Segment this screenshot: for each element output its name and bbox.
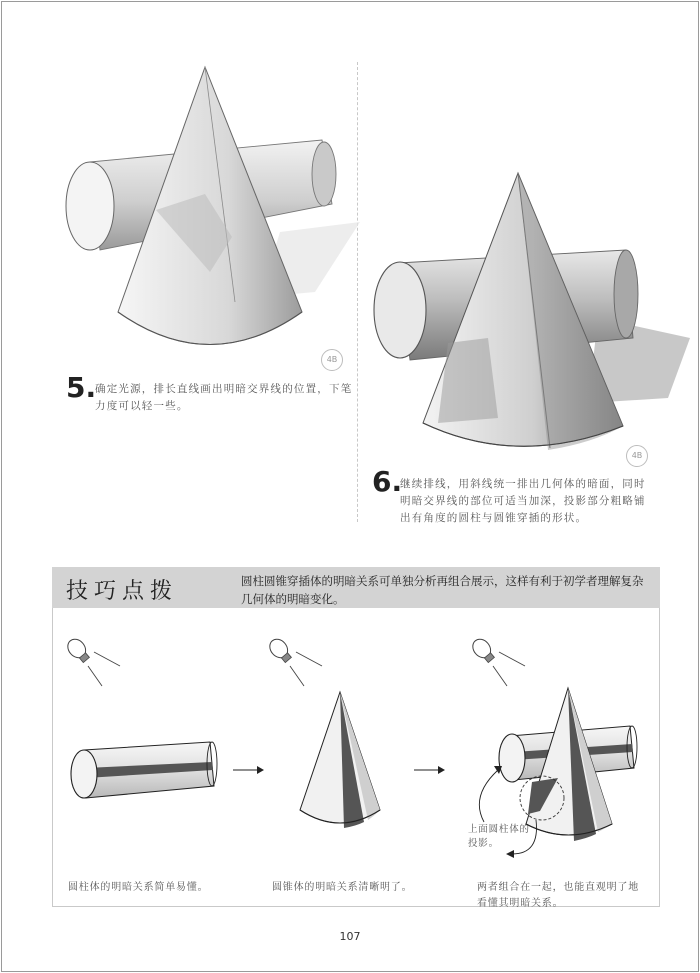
arrow-right-icon [233, 760, 265, 779]
lightbulb-icon [64, 636, 124, 692]
page-number: 107 [339, 930, 361, 943]
caption-cylinder: 圆柱体的明暗关系简单易懂。 [68, 882, 209, 893]
tips-description: 圆柱圆锥穿插体的明暗关系可单独分析再组合展示，这样有利于初学者理解复杂几何体的明暗变化。 [241, 574, 644, 606]
lightbulb-icon [469, 636, 529, 692]
arrow-right-icon [414, 760, 446, 779]
step-6-number: 6. [372, 465, 403, 498]
sketch-step-5 [60, 62, 370, 362]
pencil-sketch-cone-cylinder-6 [368, 168, 690, 458]
step-5-number: 5. [66, 371, 97, 404]
step-6-text: 继续排线，用斜线统一排出几何体的暗面，同时明暗交界线的部位可适当加深，投影部分粗略铺出有角度的圆柱与圆锥穿插的形状。 [400, 478, 646, 524]
pencil-grade-badge-5: 4B [321, 349, 343, 371]
cylinder-shading-diagram [64, 738, 224, 812]
cone-shading-diagram [294, 690, 386, 836]
step-5-text: 确定光源，排长直线画出明暗交界线的位置，下笔力度可以轻一些。 [95, 383, 353, 412]
shadow-annotation: 上面圆柱体的投影。 [468, 824, 530, 849]
caption-cone: 圆锥体的明暗关系清晰明了。 [272, 882, 413, 893]
caption-combined: 两者组合在一起，也能直观明了地看懂其明暗关系。 [477, 882, 639, 909]
tips-title: 技巧点拨 [66, 579, 179, 604]
pencil-sketch-cone-cylinder-5 [60, 62, 370, 362]
sketch-step-6 [368, 168, 690, 458]
pencil-grade-badge-6: 4B [626, 445, 648, 467]
lightbulb-icon [266, 636, 326, 692]
